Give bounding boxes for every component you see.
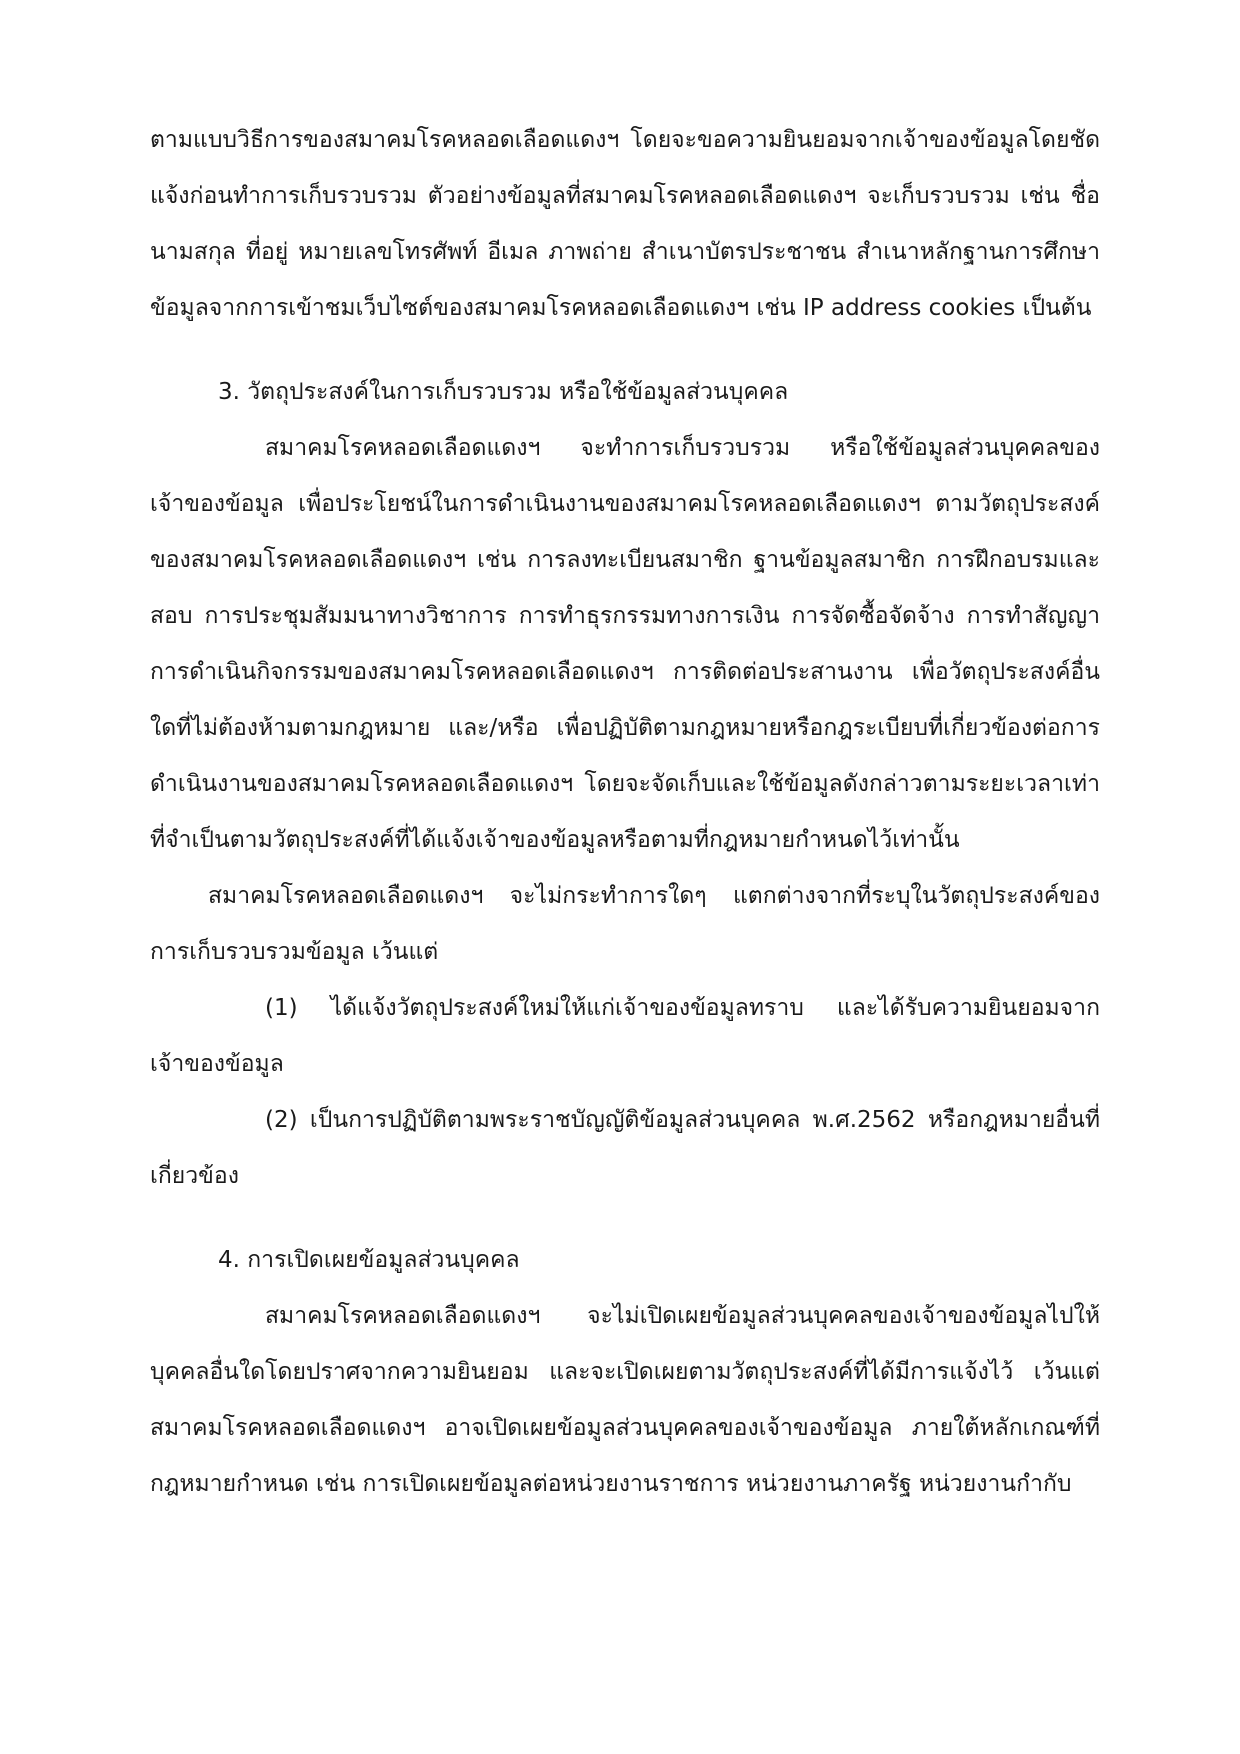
section-gap <box>150 336 1100 364</box>
document-body <box>150 112 1100 1512</box>
section-3-item-1: (1) ได้แจ้งวัตถุประสงค์ใหม่ให้แก่เจ้าของข้อมูลทราบ และได้รับความยินยอมจากเจ้าของข้อมูล <box>150 995 1100 1077</box>
section-3-paragraph-2: สมาคมโรคหลอดเลือดแดงฯ จะไม่กระทำการใดๆ แตกต่างจากที่ระบุในวัตถุประสงค์ของการเก็บรวบรวมข้อมูล เว้นแต่ <box>150 883 1100 965</box>
section-4-heading: 4. การเปิดเผยข้อมูลส่วนบุคคล <box>218 1247 520 1273</box>
section-4-paragraph-1: สมาคมโรคหลอดเลือดแดงฯ จะไม่เปิดเผยข้อมูลส่วนบุคคลของเจ้าของข้อมูลไปให้บุคคลอื่นใดโดยปราศจากความยินยอม และจะเปิดเผยตามวัตถุประสงค์ที่ได้มีการแจ้งไว้ เว้นแต่สมาคมโรคหลอดเลือดแดงฯ อาจเปิดเผยข้อมูลส่วนบุคคลของเจ้าของข้อมูล ภายใต้หลักเกณฑ์ที่กฎหมายกำหนด เช่น การเปิดเผยข้อมูลต่อหน่วยงานราชการ หน่วยงานภาครัฐ หน่วยงานกำกับ <box>150 1303 1100 1497</box>
continuation-paragraph: ตามแบบวิธีการของสมาคมโรคหลอดเลือดแดงฯ โดยจะขอความยินยอมจากเจ้าของข้อมูลโดยชัดแจ้งก่อนทำการเก็บรวบรวม ตัวอย่างข้อมูลที่สมาคมโรคหลอดเลือดแดงฯ จะเก็บรวบรวม เช่น ชื่อ นามสกุล ที่อยู่ หมายเลขโทรศัพท์ อีเมล ภาพถ่าย สำเนาบัตรประชาชน สำเนาหลักฐานการศึกษา ข้อมูลจากการเข้าชมเว็บไซต์ของสมาคมโรคหลอดเลือดแดงฯ เช่น IP address cookies เป็นต้น <box>150 127 1100 321</box>
section-gap <box>150 1204 1100 1232</box>
section-3-heading: 3. วัตถุประสงค์ในการเก็บรวบรวม หรือใช้ข้อมูลส่วนบุคคล <box>218 379 789 405</box>
section-3-item-2: (2) เป็นการปฏิบัติตามพระราชบัญญัติข้อมูลส่วนบุคคล พ.ศ.2562 หรือกฎหมายอื่นที่เกี่ยวข้อง <box>150 1107 1100 1189</box>
section-3-paragraph-1: สมาคมโรคหลอดเลือดแดงฯ จะทำการเก็บรวบรวม หรือใช้ข้อมูลส่วนบุคคลของเจ้าของข้อมูล เพื่อประโยชน์ในการดำเนินงานของสมาคมโรคหลอดเลือดแดงฯ ตามวัตถุประสงค์ของสมาคมโรคหลอดเลือดแดงฯ เช่น การลงทะเบียนสมาชิก ฐานข้อมูลสมาชิก การฝึกอบรมและสอบ การประชุมสัมมนาทางวิชาการ การทำธุรกรรมทางการเงิน การจัดซื้อจัดจ้าง การทำสัญญา การดำเนินกิจกรรมของสมาคมโรคหลอดเลือดแดงฯ การติดต่อประสานงาน เพื่อวัตถุประสงค์อื่นใดที่ไม่ต้องห้ามตามกฎหมาย และ/หรือ เพื่อปฏิบัติตามกฎหมายหรือกฎระเบียบที่เกี่ยวข้องต่อการดำเนินงานของสมาคมโรคหลอดเลือดแดงฯ โดยจะจัดเก็บและใช้ข้อมูลดังกล่าวตามระยะเวลาเท่าที่จำเป็นตามวัตถุประสงค์ที่ได้แจ้งเจ้าของข้อมูลหรือตามที่กฎหมายกำหนดไว้เท่านั้น <box>150 435 1100 853</box>
